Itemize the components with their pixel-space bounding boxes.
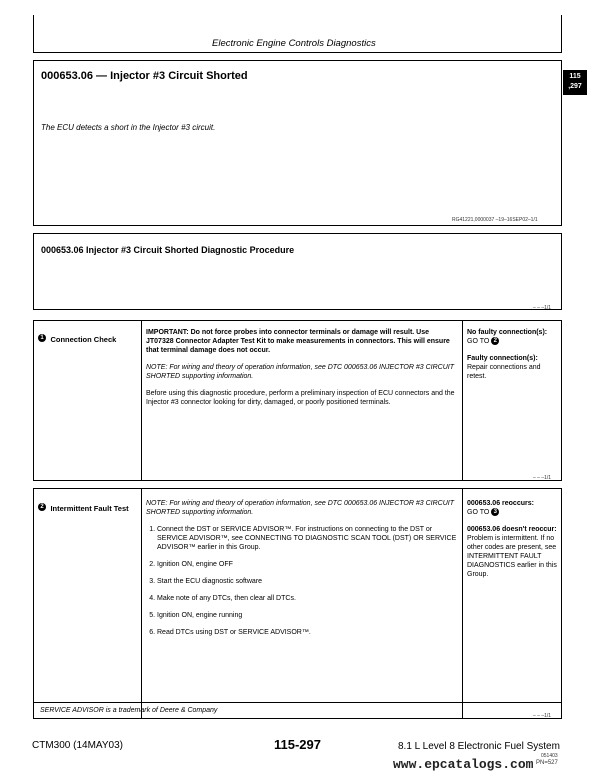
section-tab-number: 115	[569, 73, 581, 80]
step1-result2-text: Repair connections and retest.	[467, 364, 541, 380]
section-tab	[563, 70, 587, 95]
dtc-description: The ECU detects a short in the Injector #3 circuit.	[41, 123, 216, 132]
step1-number-icon: 1	[38, 334, 46, 342]
step2-list-item: 3. Start the ECU diagnostic software	[157, 577, 458, 586]
page-header-title: Electronic Engine Controls Diagnostics	[212, 38, 376, 49]
step2-box	[33, 488, 562, 719]
dtc-title: 000653.06 — Injector #3 Circuit Shorted	[41, 70, 248, 82]
step2-results	[467, 499, 559, 579]
step1-label-text: Connection Check	[50, 335, 117, 344]
step2-list-item: 4. Make note of any DTCs, then clear all DTCs.	[157, 594, 458, 603]
step2-label	[38, 498, 129, 516]
procedure-box	[33, 233, 562, 310]
step2-number-icon: 2	[38, 503, 46, 511]
step1-note: NOTE: For wiring and theory of operation information, see DTC 000653.06 INJECTOR #3 CIRCUIT SHORTED supporting information.	[146, 364, 454, 380]
step2-list-item: 5. Ignition ON, engine running	[157, 611, 458, 620]
procedure-title: 000653.06 Injector #3 Circuit Shorted Diagnostic Procedure	[41, 245, 295, 255]
step2-note: NOTE: For wiring and theory of operation information, see DTC 000653.06 INJECTOR #3 CIRCUIT SHORTED supporting information.	[146, 500, 454, 516]
step2-result2-title: 000653.06 doesn't reoccur:	[467, 526, 557, 533]
step1-result2-title: Faulty connection(s):	[467, 355, 538, 362]
header-rule	[33, 52, 562, 53]
step2-list-item: 2. Ignition ON, engine OFF	[157, 560, 458, 569]
step2-list-item: 1. Connect the DST or SERVICE ADVISOR™. For instructions on connecting to the DST or SERVICE ADVISOR™, see CONNECTING TO DIAGNOSTIC SCAN TOOL (DST) OR SERVICE ADVISOR™ earlier in this Group.	[157, 525, 458, 552]
top-right-rule	[561, 15, 562, 52]
step2-list-item: 6. Read DTCs using DST or SERVICE ADVISOR™.	[157, 628, 458, 637]
step1-reference: – – –1/1	[533, 475, 552, 481]
footer-pn: PN=527	[536, 760, 558, 766]
step2-result2-text: Problem is intermittent. If no other codes are present, see INTERMITTENT FAULT DIAGNOSTICS earlier in this Group.	[467, 535, 557, 578]
trademark-rule	[34, 702, 561, 703]
trademark-note: SERVICE ADVISOR is a trademark of Deere & Company	[40, 707, 218, 714]
step1-results	[467, 328, 559, 381]
watermark-link[interactable]: www.epcatalogs.com	[393, 757, 534, 772]
step1-content	[146, 328, 458, 415]
step2-content	[146, 499, 458, 645]
step1-important: IMPORTANT: Do not force probes into connector terminals or damage will result. Use JT07328 Connector Adapter Test Kit to make measurements in connectors. This will ensure that terminal damage does not occur.	[146, 329, 450, 354]
dtc-reference: RG41221,0000037 –19–16SEP02–1/1	[452, 217, 538, 223]
step1-result1-goto[interactable]: GO TO 2	[467, 337, 559, 346]
goto-2-icon: 2	[491, 337, 499, 345]
dtc-box	[33, 60, 562, 226]
goto-3-icon: 3	[491, 508, 499, 516]
section-tab-page: ,297	[568, 83, 582, 90]
step2-result1-goto[interactable]: GO TO 3	[467, 508, 559, 517]
step2-result1-title: 000653.06 reoccurs:	[467, 500, 534, 507]
step2-reference: – – –1/1	[533, 713, 552, 719]
footer-page-number: 115-297	[274, 737, 321, 752]
procedure-reference: – – –1/1	[533, 305, 552, 311]
step1-result1-title: No faulty connection(s):	[467, 329, 548, 336]
step2-list	[146, 525, 458, 637]
step1-body: Before using this diagnostic procedure, perform a preliminary inspection of ECU connectors and the Injector #3 connector looking for dirty, damaged, or poorly positioned terminals.	[146, 390, 455, 406]
step1-box	[33, 320, 562, 481]
step1-label	[38, 329, 116, 347]
footer-date-code: 051403	[541, 753, 558, 759]
top-left-rule	[33, 15, 34, 52]
footer-doc-id: CTM300 (14MAY03)	[32, 740, 123, 751]
footer-system-title: 8.1 L Level 8 Electronic Fuel System	[398, 741, 560, 752]
step2-label-text: Intermittent Fault Test	[50, 504, 129, 513]
